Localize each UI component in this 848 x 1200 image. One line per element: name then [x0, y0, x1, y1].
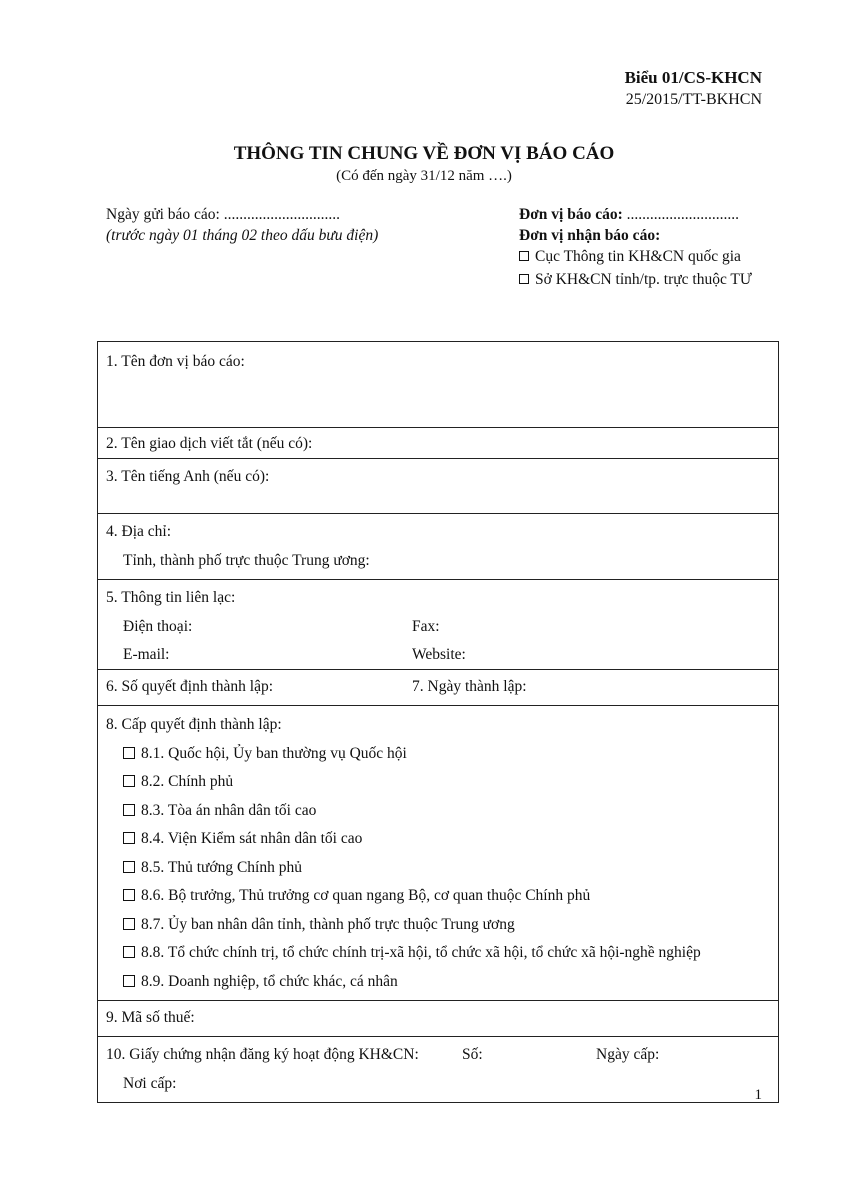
- receiving-option-label: Sở KH&CN tỉnh/tp. trực thuộc TƯ: [535, 271, 752, 288]
- form-row-certificate: [98, 1037, 779, 1103]
- english-name-label: 3. Tên tiếng Anh (nếu có):: [106, 468, 270, 485]
- founding-date-field[interactable]: 7. Ngày thành lập:: [412, 678, 527, 695]
- authority-option-label: 8.5. Thủ tướng Chính phủ: [141, 858, 302, 876]
- email-field[interactable]: E-mail:: [123, 646, 170, 663]
- receiving-unit-label: Đơn vị nhận báo cáo:: [519, 227, 661, 244]
- receiving-option[interactable]: [519, 248, 741, 266]
- contact-line-email: [106, 641, 770, 665]
- page-title: THÔNG TIN CHUNG VỀ ĐƠN VỊ BÁO CÁO: [233, 143, 615, 164]
- unit-name-label: 1. Tên đơn vị báo cáo:: [106, 353, 245, 370]
- certificate-date-field[interactable]: Ngày cấp:: [596, 1046, 660, 1063]
- contact-label: 5. Thông tin liên lạc:: [106, 589, 236, 606]
- certificate-label: 10. Giấy chứng nhận đăng ký hoạt động KH&CN:: [106, 1046, 419, 1063]
- certificate-number-field[interactable]: Số:: [462, 1046, 483, 1063]
- receiving-option[interactable]: [519, 271, 752, 289]
- checkbox-icon[interactable]: [123, 832, 135, 844]
- page-number: 1: [754, 1087, 762, 1103]
- authority-option-label: 8.8. Tổ chức chính trị, tổ chức chính trị-xã hội, tổ chức xã hội, tổ chức xã hội-nghề nghiệp: [141, 944, 701, 961]
- authority-option[interactable]: [106, 911, 770, 940]
- authority-option[interactable]: [106, 825, 770, 854]
- phone-field[interactable]: Điện thoại:: [123, 617, 193, 635]
- reporting-unit-label: Đơn vị báo cáo:: [519, 206, 623, 223]
- website-field[interactable]: Website:: [412, 646, 466, 663]
- form-row-abbreviation: [98, 428, 779, 459]
- authority-label: 8. Cấp quyết định thành lập:: [106, 716, 282, 733]
- authority-option[interactable]: [106, 768, 770, 797]
- authority-option-label: 8.2. Chính phủ: [141, 773, 234, 790]
- checkbox-icon[interactable]: [519, 274, 529, 284]
- abbreviation-field[interactable]: [98, 428, 779, 459]
- decision-line: [106, 673, 770, 701]
- authority-section: [98, 706, 779, 1001]
- contact-line-phone: [106, 613, 770, 642]
- certificate-line: [106, 1041, 770, 1070]
- address-field[interactable]: [98, 514, 779, 580]
- authority-option-label: 8.9. Doanh nghiệp, tổ chức khác, cá nhân: [141, 972, 398, 990]
- address-label: 4. Địa chỉ:: [106, 523, 171, 540]
- contact-section: [98, 580, 779, 670]
- checkbox-icon[interactable]: [519, 251, 529, 261]
- checkbox-icon[interactable]: [123, 861, 135, 873]
- checkbox-icon[interactable]: [123, 804, 135, 816]
- receiving-option-label: Cục Thông tin KH&CN quốc gia: [535, 248, 741, 265]
- checkbox-icon[interactable]: [123, 747, 135, 759]
- checkbox-icon[interactable]: [123, 946, 135, 958]
- form-row-english-name: [98, 459, 779, 514]
- authority-option[interactable]: [106, 740, 770, 769]
- abbreviation-label: 2. Tên giao dịch viết tắt (nếu có):: [106, 435, 313, 452]
- province-label: Tỉnh, thành phố trực thuộc Trung ương:: [123, 551, 370, 569]
- authority-option[interactable]: [106, 968, 770, 997]
- reporting-unit-dots: .............................: [622, 206, 739, 223]
- form-row-unit-name: [98, 342, 779, 428]
- form-row-decision: [98, 670, 779, 706]
- form-row-address: [98, 514, 779, 580]
- decision-number-field[interactable]: 6. Số quyết định thành lập:: [106, 678, 274, 695]
- form-row-authority: [98, 706, 779, 1001]
- certificate-section: [98, 1037, 779, 1103]
- checkbox-icon[interactable]: [123, 975, 135, 987]
- authority-option-label: 8.1. Quốc hội, Ủy ban thường vụ Quốc hội: [141, 744, 407, 762]
- form-code: Biểu 01/CS-KHCN: [624, 68, 762, 87]
- reporting-unit: [519, 206, 739, 224]
- checkbox-icon[interactable]: [123, 918, 135, 930]
- english-name-field[interactable]: [98, 459, 779, 514]
- decision-section: [98, 670, 779, 706]
- certificate-place-field[interactable]: Nơi cấp:: [123, 1074, 177, 1092]
- form-row-tax: [98, 1001, 779, 1037]
- checkbox-icon[interactable]: [123, 889, 135, 901]
- authority-option-label: 8.6. Bộ trưởng, Thủ trưởng cơ quan ngang Bộ, cơ quan thuộc Chính phủ: [141, 887, 591, 904]
- page-subtitle: (Có đến ngày 31/12 năm ….): [336, 168, 512, 184]
- authority-option-label: 8.4. Viện Kiểm sát nhân dân tối cao: [141, 830, 363, 847]
- fax-field[interactable]: Fax:: [412, 617, 440, 635]
- checkbox-icon[interactable]: [123, 775, 135, 787]
- authority-option[interactable]: [106, 882, 770, 911]
- unit-name-field[interactable]: [98, 342, 779, 428]
- authority-option[interactable]: [106, 854, 770, 883]
- form-reference: 25/2015/TT-BKHCN: [625, 91, 762, 108]
- tax-code-label: 9. Mã số thuế:: [106, 1009, 195, 1026]
- authority-option[interactable]: [106, 797, 770, 826]
- authority-option[interactable]: [106, 939, 770, 968]
- info-form: [97, 341, 779, 1103]
- send-date-label: Ngày gửi báo cáo: ..............................: [106, 206, 340, 223]
- authority-option-label: 8.3. Tòa án nhân dân tối cao: [141, 801, 317, 819]
- authority-option-label: 8.7. Ủy ban nhân dân tỉnh, thành phố trực thuộc Trung ương: [141, 915, 515, 933]
- tax-code-field[interactable]: [98, 1001, 779, 1037]
- send-date-note: (trước ngày 01 tháng 02 theo dấu bưu điện): [106, 227, 379, 244]
- form-row-contact: [98, 580, 779, 670]
